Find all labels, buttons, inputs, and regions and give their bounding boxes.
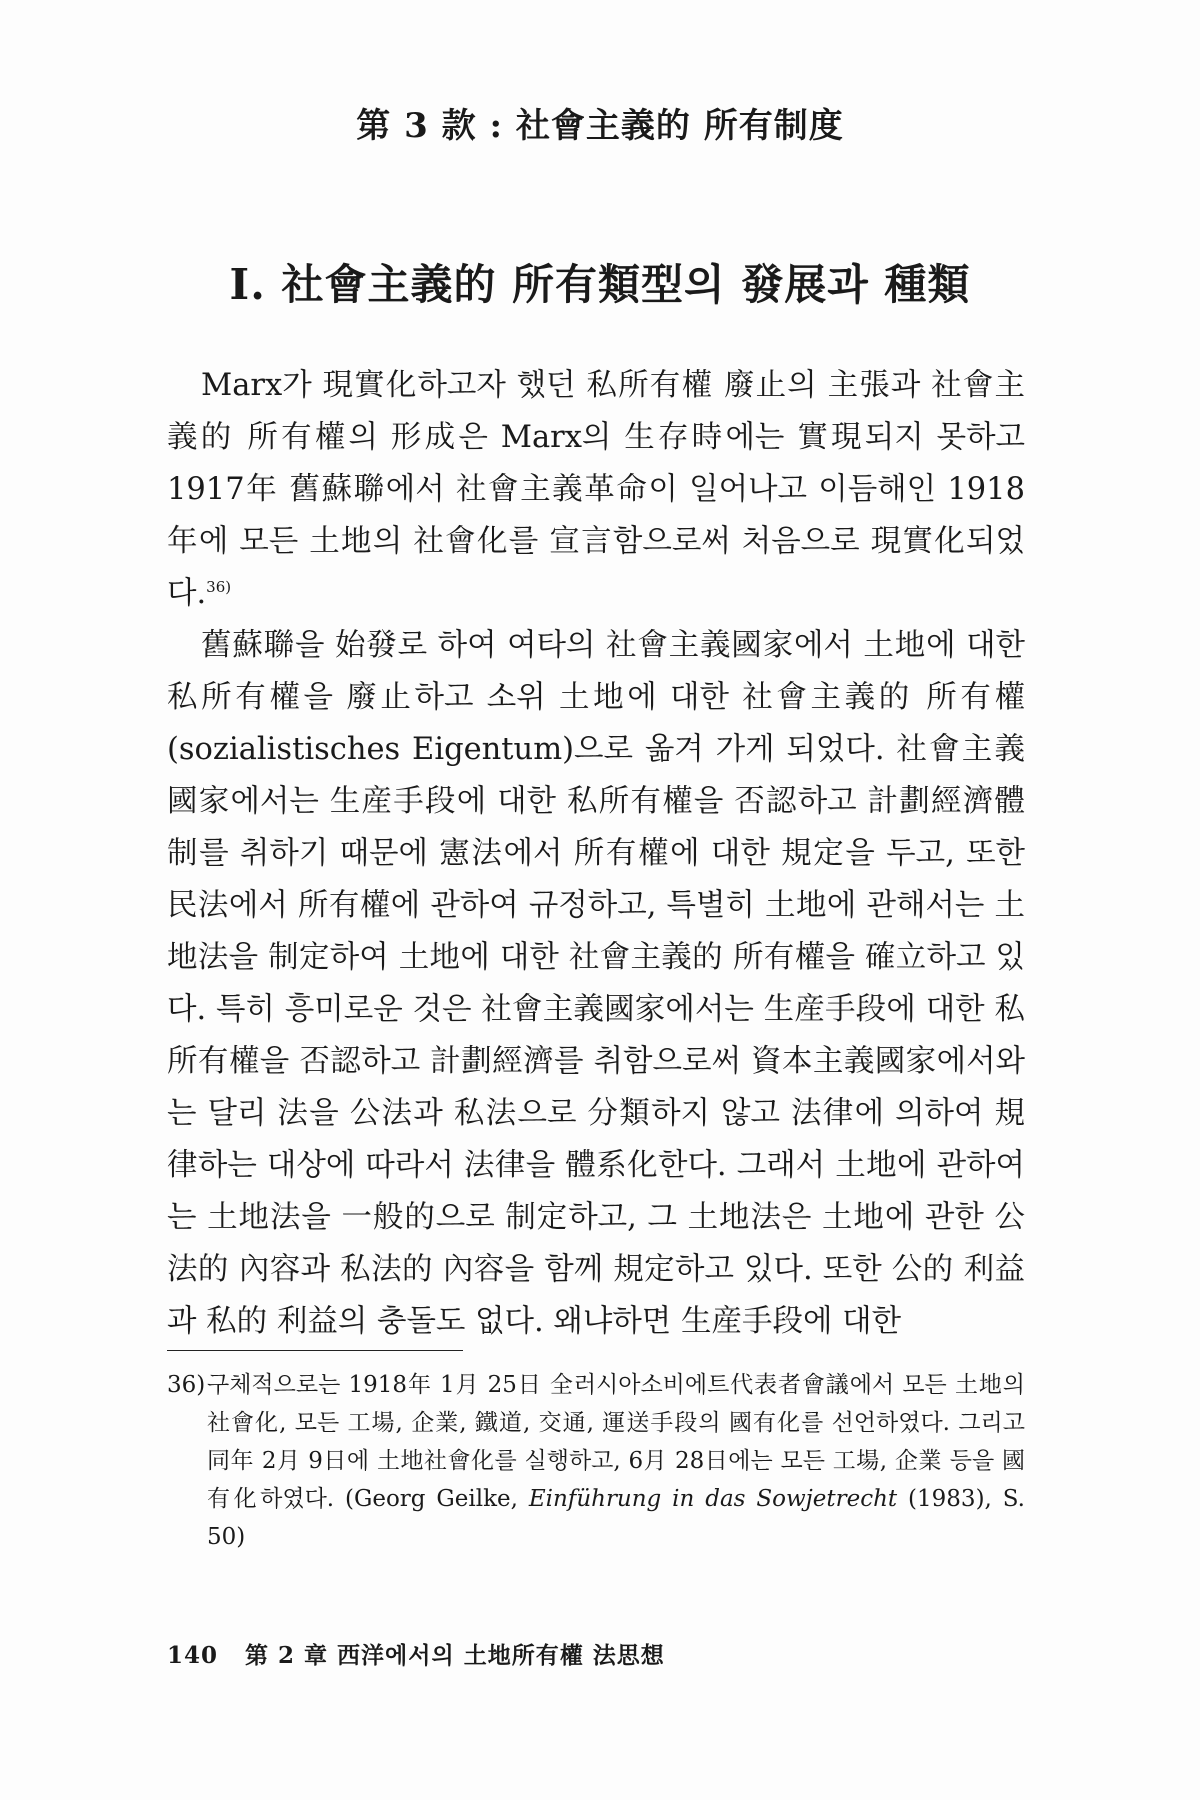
footer-chapter-title: 第 2 章 西洋에서의 土地所有權 法思想 [245,1642,665,1669]
section-title: 第 3 款 : 社會主義的 所有制度 [356,106,844,146]
footnote-number: 36) [167,1372,206,1398]
chapter-heading: Ⅰ. 社會主義的 所有類型의 發展과 種類 [229,260,971,309]
footnote-body [207,1366,1025,1556]
footnote-reference: 36) [206,577,232,596]
running-footer [167,1637,665,1670]
footnote-text-after: (1983), S. 50) [207,1486,1025,1550]
footnote-text-before: 구체적으로는 1918年 1月 25日 全러시아소비에트代表者會議에서 모든 土地의 社會化, 모든 工場, 企業, 鐵道, 交通, 運送手段의 國有化를 선언하였다. 그리고 同年 2月 9日에 土地社會化를 실행하고, 6月 28日에는 모든 工場, 企業 등을 國有化하였다. (Georg Geilke, [207,1372,1025,1512]
paragraph-1 [167,360,1025,620]
footnote-divider [167,1350,463,1351]
footnote-book-title: Einführung in das Sowjetrecht [528,1486,898,1512]
footnote [167,1366,1025,1556]
paragraph-2: 舊蘇聯을 始發로 하여 여타의 社會主義國家에서 土地에 대한 私所有權을 廢止하고 소위 土地에 대한 社會主義的 所有權 (sozialistisches Eigentum)으로 옮겨 가게 되었다. 社會主義國家에서는 生産手段에 대한 私所有權을 否認하고 計劃經濟體制를 취하기 때문에 憲法에서 所有權에 대한 規定을 두고, 또한 民法에서 所有權에 관하여 규정하고, 특별히 土地에 관해서는 土地法을 制定하여 土地에 대한 社會主義的 所有權을 確立하고 있다. 특히 흥미로운 것은 社會主義國家에서는 生産手段에 대한 私所有權을 否認하고 計劃經濟를 취함으로써 資本主義國家에서와는 달리 法을 公法과 私法으로 分類하지 않고 法律에 의하여 規律하는 대상에 따라서 法律을 體系化한다. 그래서 土地에 관하여는 土地法을 一般的으로 制定하고, 그 土地法은 土地에 관한 公法的 內容과 私法的 內容을 함께 規定하고 있다. 또한 公的 利益과 私的 利益의 충돌도 없다. 왜냐하면 生産手段에 대한 [167,628,1025,1339]
page-number: 140 [167,1642,219,1669]
body-text [167,360,1025,1348]
paragraph-1-text: Marx가 現實化하고자 했던 私所有權 廢止의 主張과 社會主義的 所有權의 形成은 Marx의 生存時에는 實現되지 못하고 1917年 舊蘇聯에서 社會主義革命이 일어나고 이듬해인 1918年에 모든 土地의 社會化를 宣言함으로써 처음으로 現實化되었다. [167,368,1025,611]
